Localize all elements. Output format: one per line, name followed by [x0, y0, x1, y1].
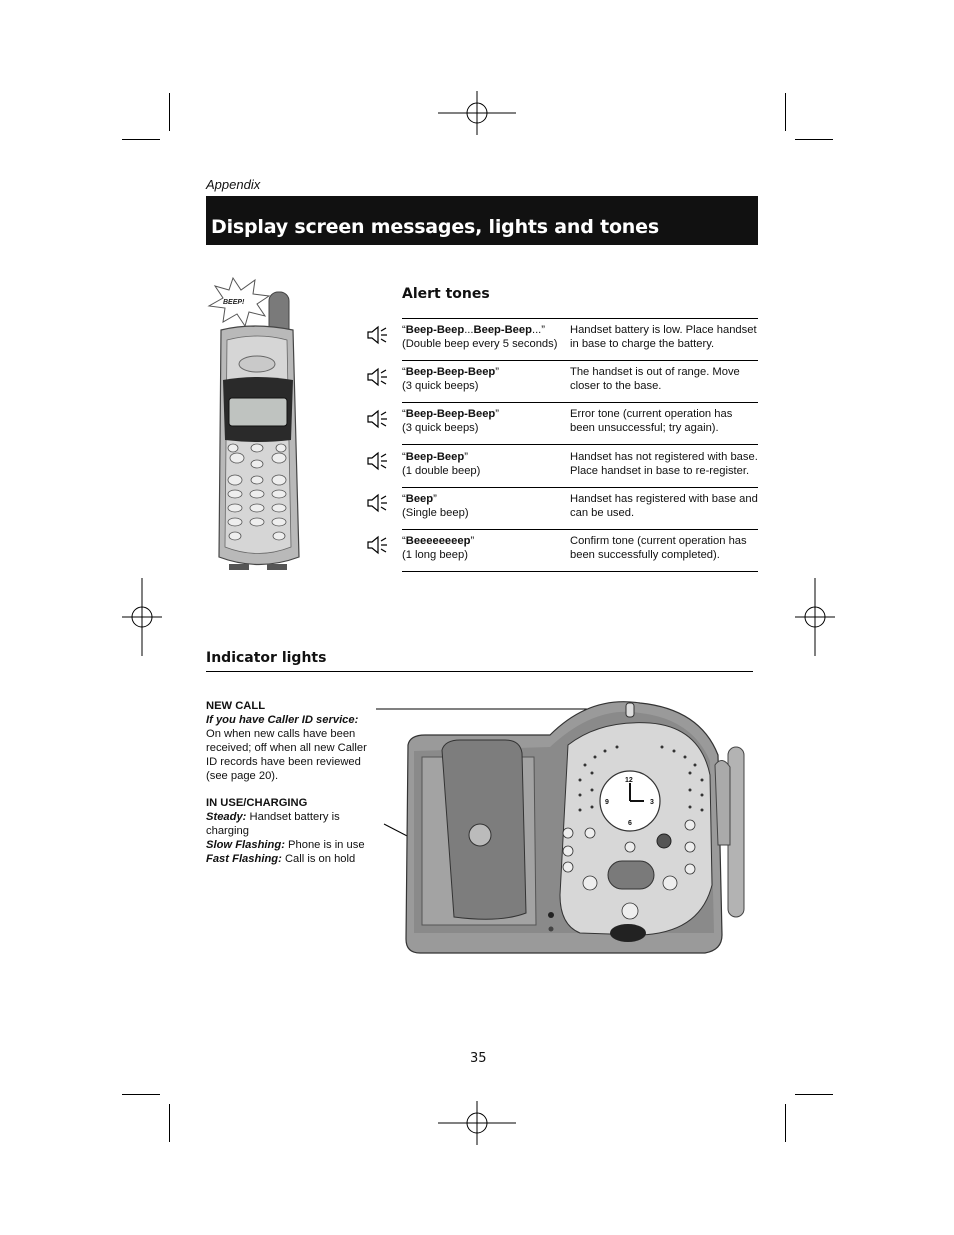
speaker-icon [366, 535, 390, 555]
registration-mark [795, 578, 835, 656]
speaker-icon [366, 451, 390, 471]
tone-row: “Beep-Beep...Beep-Beep...” (Double beep every 5 seconds) Handset battery is low. Place handset in base to charge the battery. [402, 319, 758, 361]
starburst-text: BEEP! [223, 299, 245, 306]
page-number: 35 [470, 1051, 487, 1066]
indicator-lights-heading: Indicator lights [206, 650, 327, 666]
speaker-icon [366, 409, 390, 429]
alert-tones-heading: Alert tones [402, 286, 490, 302]
tone-meaning: Confirm tone (current operation has been successfully completed). [570, 535, 747, 561]
speaker-icon [366, 493, 390, 513]
crop-mark [122, 1094, 160, 1095]
tone-row: “Beep-Beep-Beep” (3 quick beeps) The handset is out of range. Move closer to the base. [402, 361, 758, 403]
registration-mark [438, 1101, 516, 1145]
tone-row: “Beep” (Single beep) Handset has registered with base and can be used. [402, 488, 758, 530]
tone-meaning: Handset battery is low. Place handset in base to charge the battery. [570, 324, 757, 350]
crop-mark [169, 93, 170, 131]
page-title: Display screen messages, lights and tones [206, 196, 758, 245]
clock-3-label: 3 [650, 799, 654, 806]
in-use-description: IN USE/CHARGING Steady: Handset battery is charging Slow Flashing: Phone is in use Fast Flashing: Call is on hold [206, 796, 376, 866]
registration-mark [438, 91, 516, 135]
crop-mark [785, 93, 786, 131]
new-call-title: NEW CALL [206, 700, 266, 712]
tone-meaning: The handset is out of range. Move closer to the base. [570, 366, 740, 392]
crop-mark [785, 1104, 786, 1142]
tone-row: “Beep-Beep” (1 double beep) Handset has not registered with base. Place handset in base to re-register. [402, 446, 758, 488]
speaker-icon [366, 325, 390, 345]
crop-mark [795, 1094, 833, 1095]
handset-illustration [203, 272, 303, 577]
crop-mark [795, 139, 833, 140]
base-station-illustration [400, 695, 750, 957]
section-label: Appendix [206, 177, 261, 192]
new-call-description: NEW CALL If you have Caller ID service: On when new calls have been received; off when all new Caller ID records have been reviewed (see page 20). [206, 699, 376, 783]
tone-meaning: Handset has registered with base and can be used. [570, 493, 758, 519]
tone-row: “Beep-Beep-Beep” (3 quick beeps) Error tone (current operation has been unsuccessful; try again). [402, 403, 758, 445]
clock-9-label: 9 [605, 799, 609, 806]
clock-6-label: 6 [628, 820, 632, 827]
registration-mark [122, 578, 162, 656]
crop-mark [122, 139, 160, 140]
clock-12-label: 12 [625, 777, 633, 784]
crop-mark [169, 1104, 170, 1142]
tone-meaning: Handset has not registered with base. Place handset in base to re-register. [570, 451, 758, 477]
divider [206, 671, 753, 672]
in-use-title: IN USE/CHARGING [206, 797, 308, 809]
tone-row: “Beeeeeeeep” (1 long beep) Confirm tone (current operation has been successfully completed). [402, 530, 758, 572]
speaker-icon [366, 367, 390, 387]
tone-meaning: Error tone (current operation has been unsuccessful; try again). [570, 408, 733, 434]
